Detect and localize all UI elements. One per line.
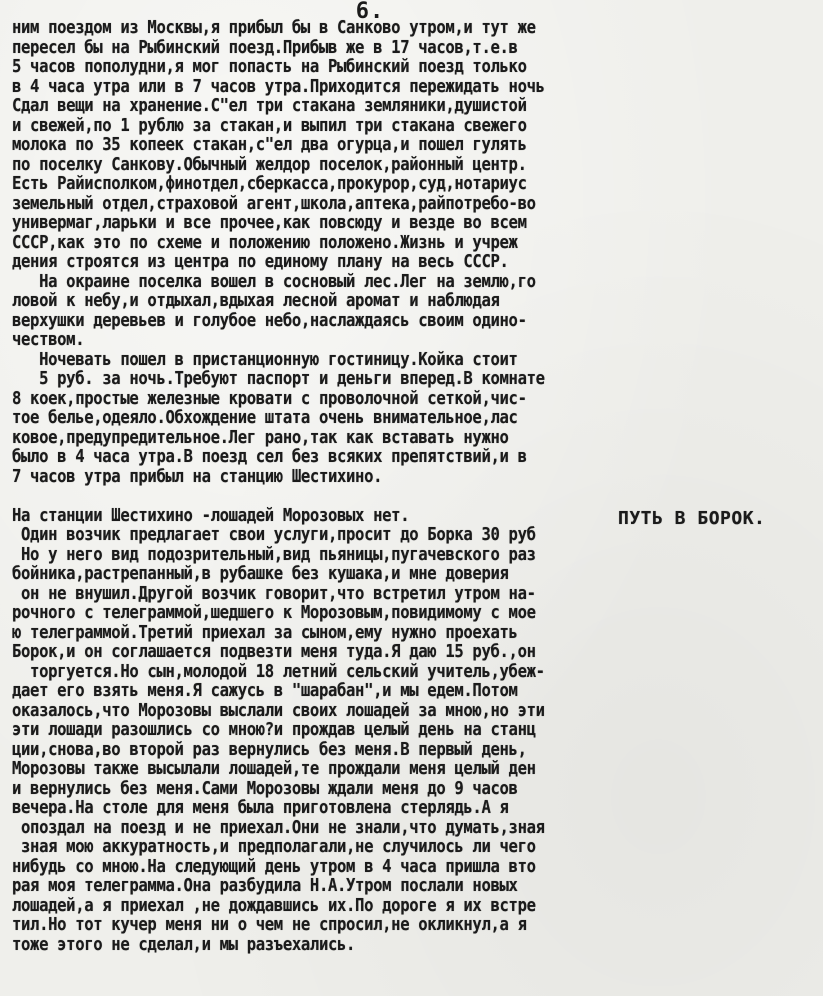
text-line: дает его взять меня.Я сажусь в "шарабан",и мы едем.Потом bbox=[12, 681, 518, 701]
text-line: На станции Шестихино -лошадей Морозовых нет. bbox=[12, 505, 410, 525]
text-line: ловой к небу,и отдыхал,вдыхая лесной аромат и наблюдая bbox=[12, 291, 500, 311]
text-line: верхушки деревьев и голубое небо,наслаждаясь своим одино- bbox=[12, 310, 527, 330]
text-line: бойника,растрепанный,в рубашке без кушака,и мне доверия bbox=[12, 564, 509, 584]
text-line: универмаг,ларьки и все прочее,как повсюду и везде во всем bbox=[12, 213, 527, 233]
text-line: опоздал на поезд и не приехал.Они не знали,что думать,зная bbox=[12, 817, 545, 837]
text-line: молока по 35 копеек стакан,с"ел два огурца,и пошел гулять bbox=[12, 135, 527, 155]
text-line: ции,снова,во второй раз вернулись без меня.В первый день, bbox=[12, 739, 527, 759]
text-line: эти лошади разошлись со мною?и прождав целый день на станц bbox=[12, 720, 536, 740]
text-line: 5 руб. за ночь.Требуют паспорт и деньги вперед.В комнате bbox=[12, 369, 545, 389]
page-number: 6. bbox=[355, 0, 385, 24]
text-line: было в 4 часа утра.В поезд сел без всяких препятствий,и в bbox=[12, 447, 527, 467]
text-line: лошадей,а я приехал ,не дождавшись их.По дороге я их встре bbox=[12, 895, 536, 915]
text-line: зная мою аккуратность,и предполагали,не случилось ли чего bbox=[12, 837, 536, 857]
text-line: он не внушил.Другой возчик говорит,что встретил утром на- bbox=[12, 583, 536, 603]
text-line bbox=[12, 486, 816, 506]
text-line: 5 часов пополудни,я мог попасть на Рыбинский поезд только bbox=[12, 57, 527, 77]
text-line: Есть Райисполком,финотдел,сберкасса,прокурор,суд,нотариус bbox=[12, 174, 527, 194]
text-line: тое белье,одеяло.Обхождение штата очень внимательное,лас bbox=[12, 408, 518, 428]
text-line: Борок,и он соглашается подвезти меня туда.Я даю 15 руб.,он bbox=[12, 642, 536, 662]
text-line: тил.Но тот кучер меня ни о чем не спросил,не окликнул,а я bbox=[12, 915, 527, 935]
text-line: и вернулись без меня.Сами Морозовы ждали меня до 9 часов bbox=[12, 778, 518, 798]
text-line: Один возчик предлагает свои услуги,просит до Борка 30 руб bbox=[12, 525, 536, 545]
text-line: На окраине поселка вошел в сосновый лес.Лег на землю,го bbox=[12, 271, 536, 291]
text-line: в 4 часа утра или в 7 часов утра.Приходится пережидать ночь bbox=[12, 76, 545, 96]
text-line: вечера.На столе для меня была приготовлена стерлядь.А я bbox=[12, 798, 509, 818]
text-line: торгуется.Но сын,молодой 18 летний сельский учитель,убеж- bbox=[12, 661, 545, 681]
text-line: СССР,как это по схеме и положению положено.Жизнь и учреж bbox=[12, 232, 518, 252]
text-line: чеством. bbox=[12, 330, 85, 350]
text-line: по поселку Санкову.Обычный желдор поселок,районный центр. bbox=[12, 154, 527, 174]
text-line: нибудь со мною.На следующий день утром в 4 часа пришла вто bbox=[12, 856, 536, 876]
text-line: тоже этого не сделал,и мы разъехались. bbox=[12, 934, 356, 954]
text-line: дения строятся из центра по единому плану на весь СССР. bbox=[12, 252, 509, 272]
text-line: ним поездом из Москвы,я прибыл бы в Санково утром,и тут же bbox=[12, 18, 536, 38]
text-line: и свежей,по 1 рублю за стакан,и выпил три стакана свежего bbox=[12, 115, 527, 135]
text-line: ковое,предупредительное.Лег рано,так как вставать нужно bbox=[12, 427, 509, 447]
text-line: Ночевать пошел в пристанционную гостиницу.Койка стоит bbox=[12, 349, 518, 369]
text-line: 7 часов утра прибыл на станцию Шестихино. bbox=[12, 466, 383, 486]
text-line: 8 коек,простые железные кровати с проволочной сеткой,чис- bbox=[12, 388, 527, 408]
body-text bbox=[12, 18, 818, 954]
text-line: Морозовы также высылали лошадей,те прождали меня целый ден bbox=[12, 759, 536, 779]
text-line: оказалось,что Морозовы выслали своих лошадей за мною,но эти bbox=[12, 700, 545, 720]
text-line: рочного с телеграммой,шедшего к Морозовым,повидимому с мое bbox=[12, 603, 536, 623]
text-line: Сдал вещи на хранение.С"ел три стакана земляники,душистой bbox=[12, 96, 527, 116]
text-line: Но у него вид подозрительный,вид пьяницы,пугачевского раз bbox=[12, 544, 536, 564]
text-line: земельный отдел,страховой агент,школа,аптека,райпотребо-во bbox=[12, 193, 536, 213]
text-line: пересел бы на Рыбинский поезд.Прибыв же в 17 часов,т.е.в bbox=[12, 37, 518, 57]
text-line: ю телеграммой.Третий приехал за сыном,ему нужно проехать bbox=[12, 622, 518, 642]
text-line: рая моя телеграмма.Она разбудила Н.А.Утром послали новых bbox=[12, 876, 518, 896]
section-heading: ПУТЬ В БОРОК. bbox=[618, 508, 766, 529]
